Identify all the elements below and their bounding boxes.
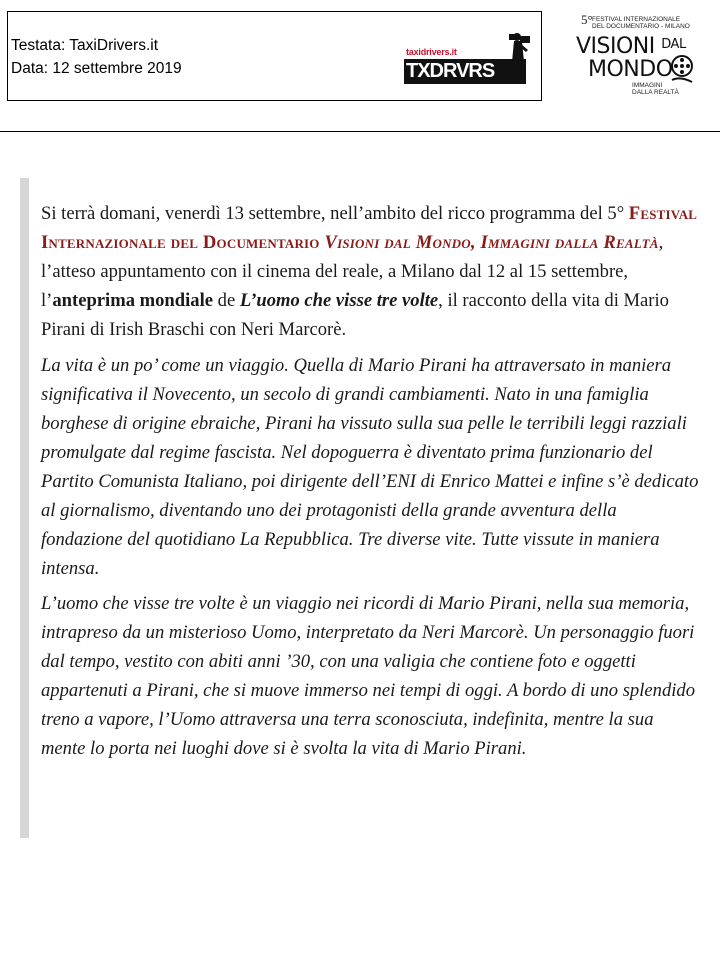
festival-name: Festival Internazionale del Documentario [41, 203, 698, 253]
paragraph-3: L’uomo che visse tre volte è un viaggio nei ricordi di Mario Pirani, nella sua memoria, intrapreso da un misterioso Uomo, interpretato da Neri Marcorè. Un personaggio fuori dal tempo, vestito con abiti anni ’30, con una valigia che contiene foto e oggetti appartenuti a Pirani, che si muove immerso nei tempi di oggi. A bordo di uno splendido treno a vapore, l’Uomo attraversa una terra sconosciuta, indefinita, mentre la sua mente lo porta nei luoghi dove si è svolta la vita di Mario Pirani. [41, 593, 696, 759]
paragraph-1 [41, 199, 701, 344]
p1-text-d: , il racconto della vita di Mario Pirani di Irish Braschi con Neri Marcorè. [41, 290, 669, 340]
festival-edition [581, 12, 690, 30]
taxidrivers-wordmark: TXDRVRS [404, 59, 526, 84]
paragraph-2: La vita è un po’ come un viaggio. Quella di Mario Pirani ha attraversato in maniera significativa il Novecento, un secolo di grandi cambiamenti. Nato in una famiglia borghese di origine ebraiche, Pirani ha vissuto sulla sua pelle le terribili leggi razziali promulgate dal regime fascista. Nel dopoguerra è diventato prima funzionario del Partito Comunista Italiano, poi dirigente dell’ENI di Enrico Mattei e infine s’è dedicato al giornalismo, diventando uno dei protagonisti della grande avventura della fondazione del quotidiano La Repubblica. Tre diverse vite. Tutte vissute in maniera intensa. [41, 355, 699, 579]
taxidrivers-logo [404, 32, 532, 84]
festival-subtitle-line1: IMMAGINI [632, 82, 663, 89]
festival-subtitle-line2: DALLA REALTÀ [632, 89, 679, 96]
festival-edition-line2: DEL DOCUMENTARIO - MILANO [592, 23, 690, 30]
p1-text-c: de [213, 290, 240, 311]
festival-edition-line1: FESTIVAL INTERNAZIONALE [592, 16, 681, 23]
cameraman-figure-icon [506, 32, 532, 84]
taxidrivers-url-text: taxidrivers.it [406, 47, 457, 57]
header-divider [0, 131, 720, 132]
testata-label: Testata: TaxiDrivers.it [11, 37, 159, 54]
festival-edition-number: 5° [581, 12, 593, 27]
festival-subtitle [632, 82, 679, 96]
festival-title: Visioni dal Mondo, Immagini dalla Realtà [324, 232, 659, 253]
press-meta [11, 34, 182, 80]
p1-text-b: , l’atteso appuntamento con il cinema del reale, a Milano dal 12 al 15 settembre, l’ [41, 232, 664, 311]
header-box [7, 11, 542, 101]
film-reel-icon [670, 54, 694, 84]
film-title: L’uomo che visse tre volte [239, 290, 439, 311]
festival-logo [566, 14, 696, 100]
article-body [41, 199, 701, 763]
world-premiere-text: anteprima mondiale [52, 290, 213, 311]
festival-title-visioni: VISIONI [576, 34, 655, 59]
p1-text-a: Si terrà domani, venerdì 13 settembre, nell’ambito del ricco programma del 5° [41, 203, 629, 224]
date-label: Data: 12 settembre 2019 [11, 60, 182, 77]
festival-title-dal: DAL [661, 37, 686, 52]
quote-bar [20, 178, 29, 838]
festival-title-mondo: MONDO [588, 57, 673, 82]
